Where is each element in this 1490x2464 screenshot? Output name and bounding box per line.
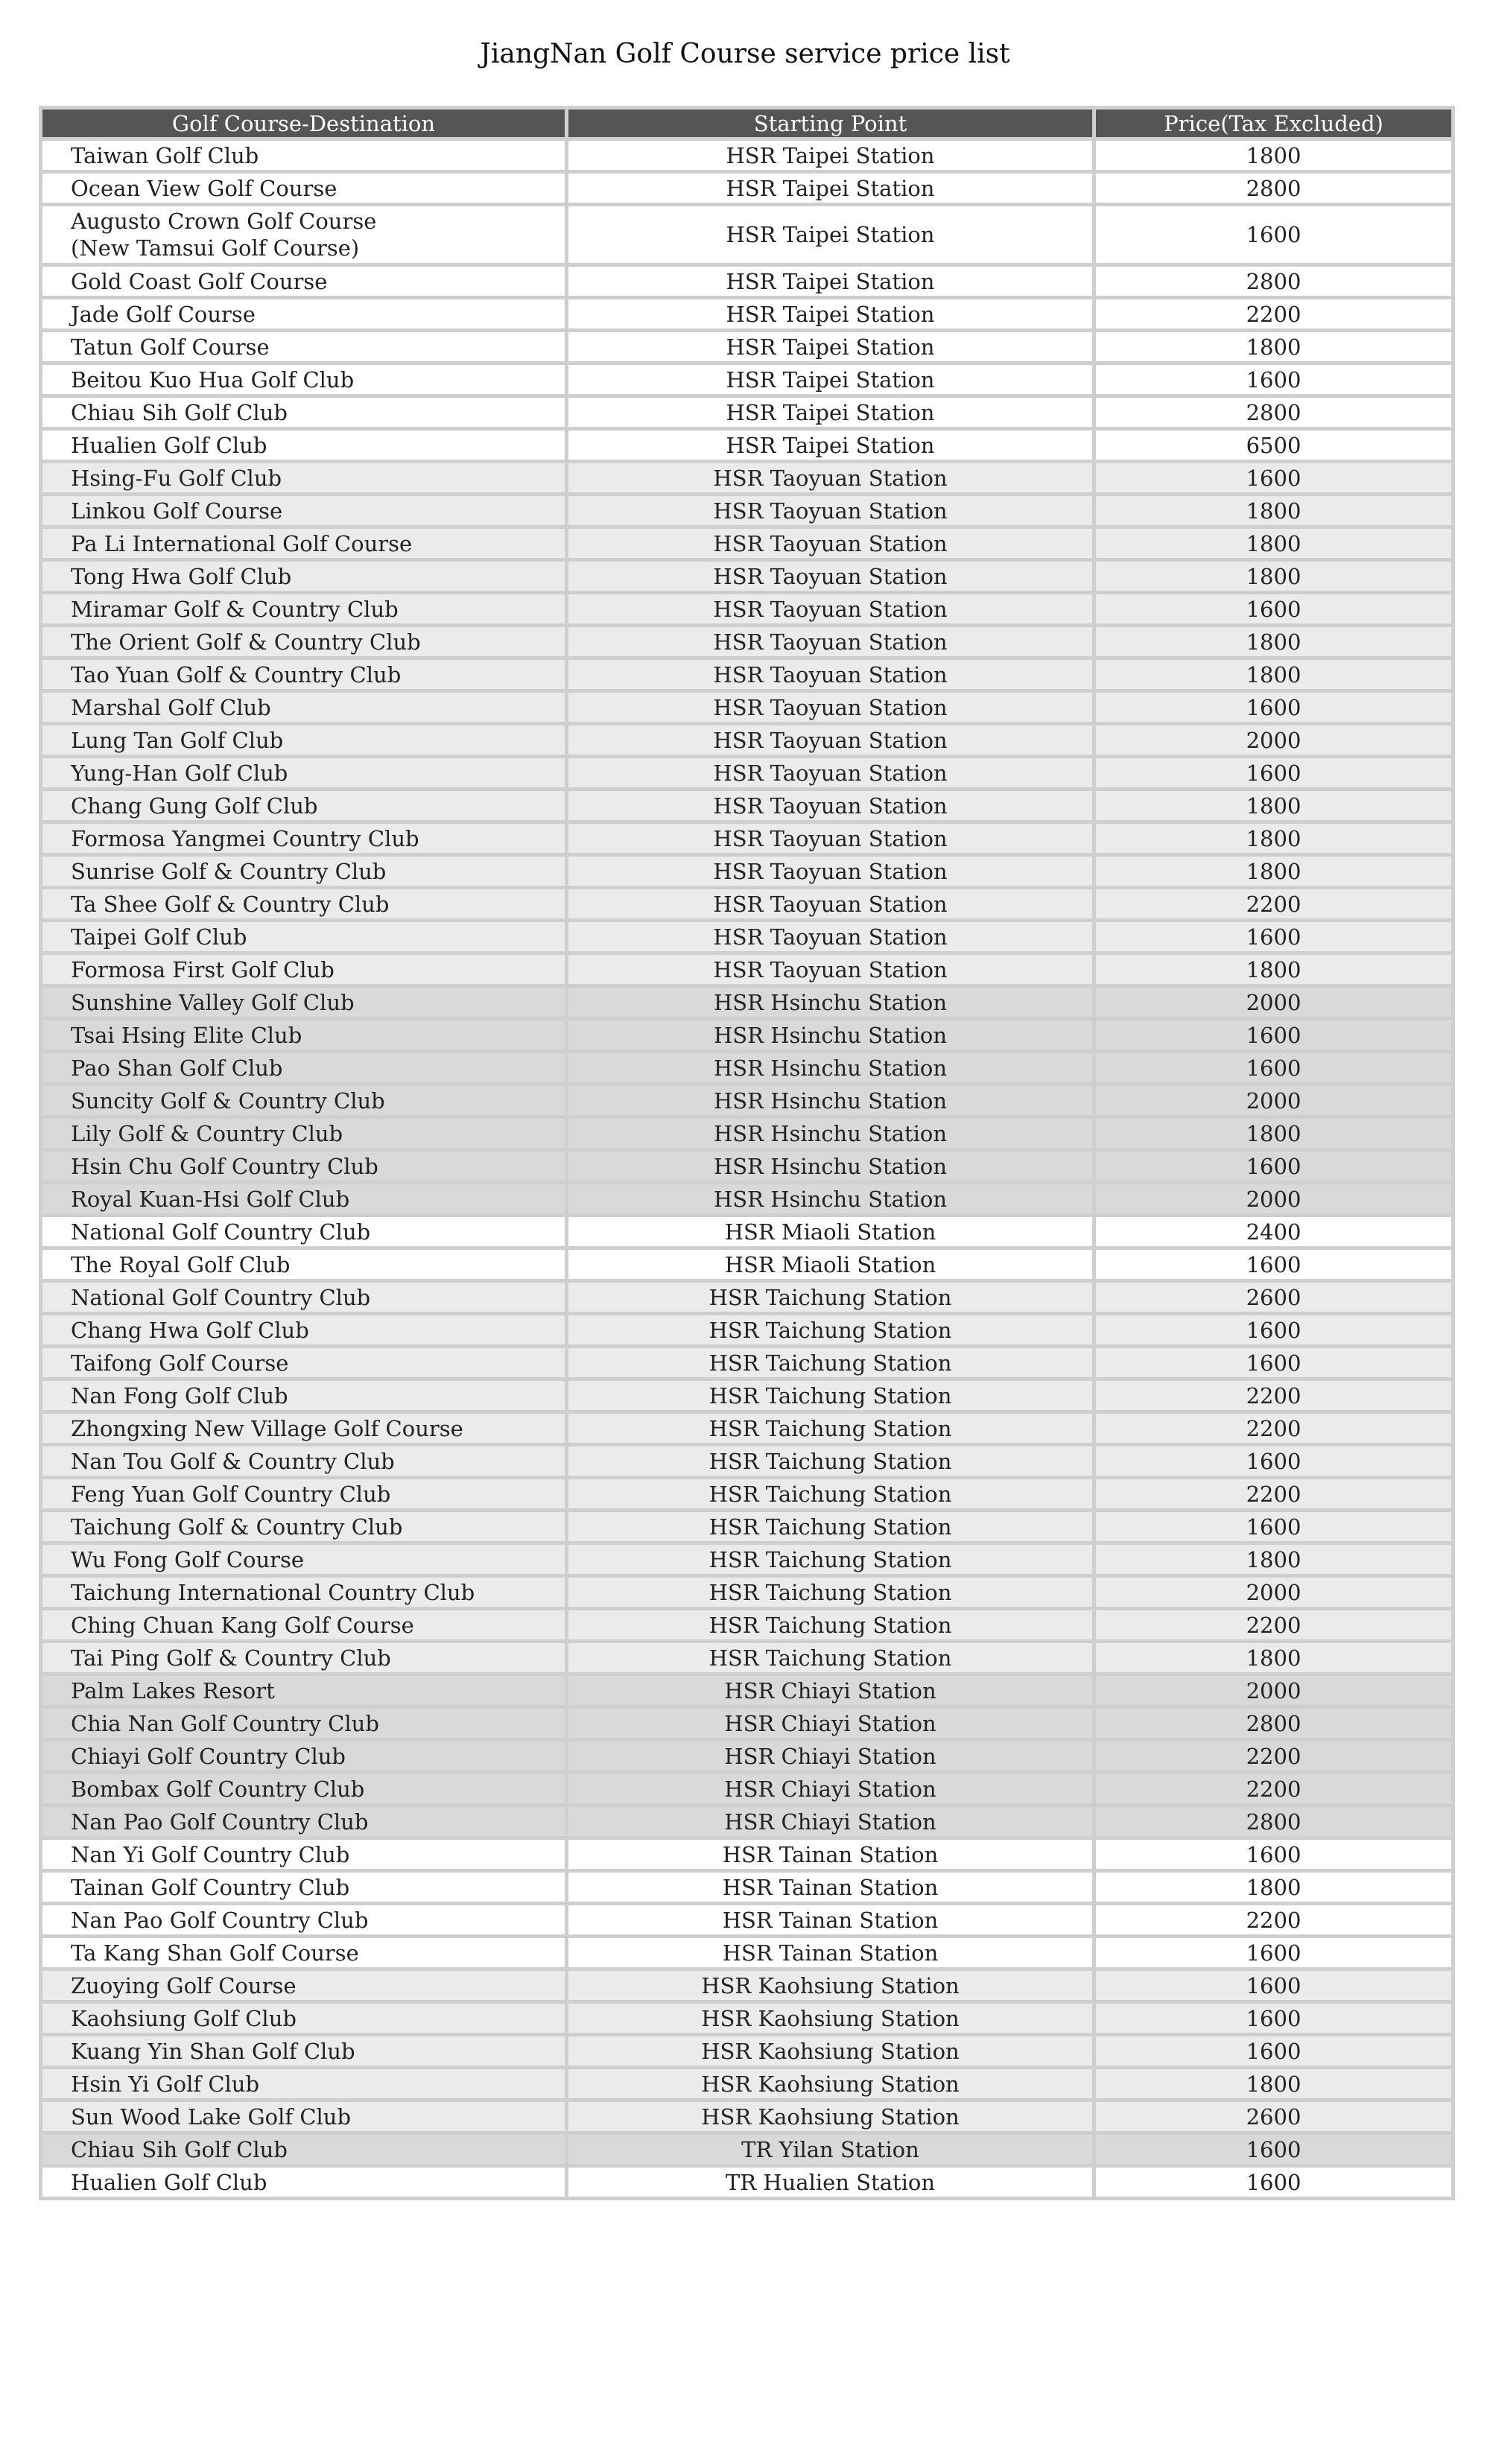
table-row xyxy=(41,1347,1453,1379)
table-row xyxy=(41,396,1453,429)
price-cell: 1600 xyxy=(1094,2002,1453,2035)
price-cell: 1800 xyxy=(1094,1117,1453,1150)
starting-point-cell: HSR Chiayi Station xyxy=(567,1806,1094,1838)
table-row xyxy=(41,921,1453,953)
starting-point-cell: HSR Taichung Station xyxy=(567,1543,1094,1576)
starting-point-cell: HSR Taichung Station xyxy=(567,1511,1094,1543)
table-row xyxy=(41,172,1453,205)
price-cell: 6500 xyxy=(1094,429,1453,462)
table-row xyxy=(41,1445,1453,1478)
header-starting-point: Starting Point xyxy=(567,108,1094,139)
table-row xyxy=(41,2068,1453,2101)
starting-point-cell: HSR Taoyuan Station xyxy=(567,790,1094,822)
price-cell: 2200 xyxy=(1094,1740,1453,1773)
price-cell: 1600 xyxy=(1094,593,1453,626)
header-price: Price(Tax Excluded) xyxy=(1094,108,1453,139)
destination-cell: Taichung International Country Club xyxy=(41,1576,567,1609)
table-row xyxy=(41,331,1453,363)
destination-cell: Tatun Golf Course xyxy=(41,331,567,363)
starting-point-cell: HSR Kaohsiung Station xyxy=(567,2068,1094,2101)
destination-cell: Sun Wood Lake Golf Club xyxy=(41,2101,567,2133)
starting-point-cell: HSR Taoyuan Station xyxy=(567,560,1094,593)
table-row xyxy=(41,1838,1453,1871)
table-row xyxy=(41,139,1453,172)
destination-cell: Marshal Golf Club xyxy=(41,691,567,724)
destination-cell: Taichung Golf & Country Club xyxy=(41,1511,567,1543)
starting-point-cell: HSR Taichung Station xyxy=(567,1379,1094,1412)
starting-point-cell: HSR Taichung Station xyxy=(567,1609,1094,1642)
destination-cell: Formosa First Golf Club xyxy=(41,953,567,986)
price-cell: 1600 xyxy=(1094,1019,1453,1052)
starting-point-cell: HSR Taoyuan Station xyxy=(567,593,1094,626)
price-cell: 2000 xyxy=(1094,986,1453,1019)
destination-cell: Tong Hwa Golf Club xyxy=(41,560,567,593)
starting-point-cell: HSR Taoyuan Station xyxy=(567,888,1094,921)
destination-cell: Chang Hwa Golf Club xyxy=(41,1314,567,1347)
price-cell: 2200 xyxy=(1094,1904,1453,1937)
table-row xyxy=(41,1871,1453,1904)
table-row xyxy=(41,1740,1453,1773)
starting-point-cell: HSR Taoyuan Station xyxy=(567,757,1094,790)
starting-point-cell: HSR Miaoli Station xyxy=(567,1248,1094,1281)
table-row xyxy=(41,658,1453,691)
destination-cell: Chang Gung Golf Club xyxy=(41,790,567,822)
price-cell: 1600 xyxy=(1094,921,1453,953)
destination-cell: Tao Yuan Golf & Country Club xyxy=(41,658,567,691)
starting-point-cell: HSR Taichung Station xyxy=(567,1281,1094,1314)
table-row xyxy=(41,2035,1453,2068)
table-row xyxy=(41,1379,1453,1412)
price-cell: 1800 xyxy=(1094,527,1453,560)
table-row xyxy=(41,953,1453,986)
destination-cell: Yung-Han Golf Club xyxy=(41,757,567,790)
starting-point-cell: HSR Chiayi Station xyxy=(567,1707,1094,1740)
table-header xyxy=(41,108,1453,139)
starting-point-cell: HSR Tainan Station xyxy=(567,1871,1094,1904)
destination-cell: National Golf Country Club xyxy=(41,1216,567,1248)
destination-cell: Chia Nan Golf Country Club xyxy=(41,1707,567,1740)
price-cell: 1600 xyxy=(1094,462,1453,495)
table-row xyxy=(41,1707,1453,1740)
table-row xyxy=(41,560,1453,593)
starting-point-cell: HSR Hsinchu Station xyxy=(567,1150,1094,1183)
destination-cell: Taifong Golf Course xyxy=(41,1347,567,1379)
price-cell: 2400 xyxy=(1094,1216,1453,1248)
starting-point-cell: HSR Tainan Station xyxy=(567,1838,1094,1871)
header-row xyxy=(41,108,1453,139)
price-cell: 2200 xyxy=(1094,1379,1453,1412)
starting-point-cell: HSR Taoyuan Station xyxy=(567,855,1094,888)
price-cell: 1800 xyxy=(1094,1642,1453,1674)
table-row xyxy=(41,205,1453,265)
destination-cell: Taipei Golf Club xyxy=(41,921,567,953)
destination-cell: Nan Pao Golf Country Club xyxy=(41,1904,567,1937)
starting-point-cell: HSR Taoyuan Station xyxy=(567,626,1094,658)
price-cell: 2000 xyxy=(1094,1674,1453,1707)
starting-point-cell: HSR Taichung Station xyxy=(567,1347,1094,1379)
starting-point-cell: HSR Hsinchu Station xyxy=(567,986,1094,1019)
starting-point-cell: HSR Kaohsiung Station xyxy=(567,2002,1094,2035)
page-title: JiangNan Golf Course service price list xyxy=(480,39,1010,69)
starting-point-cell: HSR Taipei Station xyxy=(567,429,1094,462)
price-cell: 1800 xyxy=(1094,495,1453,527)
destination-cell: Hsing-Fu Golf Club xyxy=(41,462,567,495)
starting-point-cell: TR Yilan Station xyxy=(567,2133,1094,2166)
table-row xyxy=(41,2002,1453,2035)
table-row xyxy=(41,1969,1453,2002)
table-row xyxy=(41,298,1453,331)
price-cell: 1800 xyxy=(1094,331,1453,363)
destination-cell: The Royal Golf Club xyxy=(41,1248,567,1281)
table-row xyxy=(41,593,1453,626)
table-row xyxy=(41,724,1453,757)
destination-cell: National Golf Country Club xyxy=(41,1281,567,1314)
destination-cell: Augusto Crown Golf Course (New Tamsui Golf Course) xyxy=(41,205,567,265)
price-cell: 1800 xyxy=(1094,560,1453,593)
table-body xyxy=(41,139,1453,2199)
starting-point-cell: HSR Chiayi Station xyxy=(567,1740,1094,1773)
price-cell: 1600 xyxy=(1094,1248,1453,1281)
price-cell: 1800 xyxy=(1094,1543,1453,1576)
price-cell: 2800 xyxy=(1094,172,1453,205)
price-cell: 1600 xyxy=(1094,2133,1453,2166)
table-row xyxy=(41,2101,1453,2133)
destination-cell: Chiau Sih Golf Club xyxy=(41,396,567,429)
destination-cell: Beitou Kuo Hua Golf Club xyxy=(41,363,567,396)
table-row xyxy=(41,1806,1453,1838)
price-cell: 2800 xyxy=(1094,396,1453,429)
table-row xyxy=(41,1412,1453,1445)
table-row xyxy=(41,1314,1453,1347)
destination-cell: Nan Tou Golf & Country Club xyxy=(41,1445,567,1478)
table-row xyxy=(41,986,1453,1019)
table-row xyxy=(41,1085,1453,1117)
price-cell: 1600 xyxy=(1094,1838,1453,1871)
price-cell: 2200 xyxy=(1094,1478,1453,1511)
table-row xyxy=(41,265,1453,298)
price-cell: 2800 xyxy=(1094,1707,1453,1740)
price-cell: 1600 xyxy=(1094,2166,1453,2199)
starting-point-cell: HSR Hsinchu Station xyxy=(567,1183,1094,1216)
table-row xyxy=(41,1150,1453,1183)
price-cell: 1600 xyxy=(1094,1969,1453,2002)
starting-point-cell: HSR Chiayi Station xyxy=(567,1773,1094,1806)
price-cell: 1800 xyxy=(1094,855,1453,888)
destination-cell: Chiau Sih Golf Club xyxy=(41,2133,567,2166)
price-cell: 2200 xyxy=(1094,1609,1453,1642)
starting-point-cell: HSR Taoyuan Station xyxy=(567,495,1094,527)
destination-cell: Chiayi Golf Country Club xyxy=(41,1740,567,1773)
destination-cell: Palm Lakes Resort xyxy=(41,1674,567,1707)
destination-cell: Bombax Golf Country Club xyxy=(41,1773,567,1806)
destination-cell: Lily Golf & Country Club xyxy=(41,1117,567,1150)
starting-point-cell: HSR Taipei Station xyxy=(567,331,1094,363)
table-row xyxy=(41,888,1453,921)
destination-cell: Formosa Yangmei Country Club xyxy=(41,822,567,855)
starting-point-cell: HSR Taichung Station xyxy=(567,1478,1094,1511)
destination-cell: Tai Ping Golf & Country Club xyxy=(41,1642,567,1674)
destination-cell: Zuoying Golf Course xyxy=(41,1969,567,2002)
destination-cell: Hualien Golf Club xyxy=(41,2166,567,2199)
destination-cell: Kuang Yin Shan Golf Club xyxy=(41,2035,567,2068)
starting-point-cell: TR Hualien Station xyxy=(567,2166,1094,2199)
starting-point-cell: HSR Hsinchu Station xyxy=(567,1019,1094,1052)
starting-point-cell: HSR Taipei Station xyxy=(567,205,1094,265)
table-row xyxy=(41,790,1453,822)
starting-point-cell: HSR Kaohsiung Station xyxy=(567,2101,1094,2133)
destination-cell: Ta Shee Golf & Country Club xyxy=(41,888,567,921)
price-cell: 2600 xyxy=(1094,2101,1453,2133)
destination-cell: The Orient Golf & Country Club xyxy=(41,626,567,658)
price-cell: 1600 xyxy=(1094,1511,1453,1543)
table-row xyxy=(41,1674,1453,1707)
starting-point-cell: HSR Taoyuan Station xyxy=(567,462,1094,495)
price-cell: 1800 xyxy=(1094,953,1453,986)
destination-cell: Sunshine Valley Golf Club xyxy=(41,986,567,1019)
starting-point-cell: HSR Taoyuan Station xyxy=(567,724,1094,757)
starting-point-cell: HSR Miaoli Station xyxy=(567,1216,1094,1248)
destination-cell: Ching Chuan Kang Golf Course xyxy=(41,1609,567,1642)
price-cell: 2200 xyxy=(1094,1773,1453,1806)
starting-point-cell: HSR Taichung Station xyxy=(567,1445,1094,1478)
starting-point-cell: HSR Taipei Station xyxy=(567,396,1094,429)
starting-point-cell: HSR Taichung Station xyxy=(567,1576,1094,1609)
table-row xyxy=(41,1478,1453,1511)
starting-point-cell: HSR Hsinchu Station xyxy=(567,1085,1094,1117)
price-cell: 2000 xyxy=(1094,724,1453,757)
destination-cell: Lung Tan Golf Club xyxy=(41,724,567,757)
table-row xyxy=(41,462,1453,495)
destination-cell: Pao Shan Golf Club xyxy=(41,1052,567,1085)
starting-point-cell: HSR Taipei Station xyxy=(567,265,1094,298)
price-table xyxy=(39,106,1455,2200)
price-cell: 2000 xyxy=(1094,1576,1453,1609)
table-row xyxy=(41,527,1453,560)
price-cell: 1600 xyxy=(1094,1445,1453,1478)
destination-cell: Jade Golf Course xyxy=(41,298,567,331)
table-row xyxy=(41,363,1453,396)
destination-cell: Suncity Golf & Country Club xyxy=(41,1085,567,1117)
table-row xyxy=(41,495,1453,527)
table-row xyxy=(41,1281,1453,1314)
price-cell: 1600 xyxy=(1094,2035,1453,2068)
price-cell: 1800 xyxy=(1094,822,1453,855)
price-cell: 1800 xyxy=(1094,626,1453,658)
destination-cell: Ta Kang Shan Golf Course xyxy=(41,1937,567,1969)
price-cell: 2800 xyxy=(1094,1806,1453,1838)
price-cell: 2600 xyxy=(1094,1281,1453,1314)
destination-cell: Zhongxing New Village Golf Course xyxy=(41,1412,567,1445)
destination-cell: Nan Pao Golf Country Club xyxy=(41,1806,567,1838)
starting-point-cell: HSR Kaohsiung Station xyxy=(567,2035,1094,2068)
price-cell: 1600 xyxy=(1094,1937,1453,1969)
destination-cell: Linkou Golf Course xyxy=(41,495,567,527)
price-cell: 1600 xyxy=(1094,1150,1453,1183)
table-row xyxy=(41,1019,1453,1052)
price-cell: 2200 xyxy=(1094,888,1453,921)
starting-point-cell: HSR Hsinchu Station xyxy=(567,1117,1094,1150)
starting-point-cell: HSR Taoyuan Station xyxy=(567,658,1094,691)
table-row xyxy=(41,1773,1453,1806)
destination-cell: Hsin Yi Golf Club xyxy=(41,2068,567,2101)
price-cell: 2000 xyxy=(1094,1085,1453,1117)
price-cell: 1600 xyxy=(1094,1347,1453,1379)
starting-point-cell: HSR Taipei Station xyxy=(567,298,1094,331)
destination-cell: Taiwan Golf Club xyxy=(41,139,567,172)
starting-point-cell: HSR Taichung Station xyxy=(567,1314,1094,1347)
starting-point-cell: HSR Taoyuan Station xyxy=(567,822,1094,855)
starting-point-cell: HSR Tainan Station xyxy=(567,1937,1094,1969)
price-cell: 1600 xyxy=(1094,691,1453,724)
destination-cell: Nan Fong Golf Club xyxy=(41,1379,567,1412)
destination-cell: Tsai Hsing Elite Club xyxy=(41,1019,567,1052)
table-row xyxy=(41,855,1453,888)
table-row xyxy=(41,626,1453,658)
starting-point-cell: HSR Chiayi Station xyxy=(567,1674,1094,1707)
table-row xyxy=(41,1576,1453,1609)
table-row xyxy=(41,1904,1453,1937)
destination-cell: Nan Yi Golf Country Club xyxy=(41,1838,567,1871)
destination-cell: Hsin Chu Golf Country Club xyxy=(41,1150,567,1183)
table-row xyxy=(41,2133,1453,2166)
price-cell: 2200 xyxy=(1094,1412,1453,1445)
starting-point-cell: HSR Tainan Station xyxy=(567,1904,1094,1937)
price-cell: 1600 xyxy=(1094,1314,1453,1347)
table-row xyxy=(41,2166,1453,2199)
starting-point-cell: HSR Taichung Station xyxy=(567,1412,1094,1445)
price-cell: 1800 xyxy=(1094,2068,1453,2101)
price-cell: 1600 xyxy=(1094,363,1453,396)
table-row xyxy=(41,1543,1453,1576)
table-row xyxy=(41,429,1453,462)
destination-cell: Hualien Golf Club xyxy=(41,429,567,462)
table-row xyxy=(41,1052,1453,1085)
price-cell: 1600 xyxy=(1094,1052,1453,1085)
starting-point-cell: HSR Taichung Station xyxy=(567,1642,1094,1674)
price-cell: 2000 xyxy=(1094,1183,1453,1216)
destination-cell: Ocean View Golf Course xyxy=(41,172,567,205)
destination-cell: Pa Li International Golf Course xyxy=(41,527,567,560)
table-row xyxy=(41,1642,1453,1674)
starting-point-cell: HSR Taoyuan Station xyxy=(567,953,1094,986)
starting-point-cell: HSR Taoyuan Station xyxy=(567,921,1094,953)
table-row xyxy=(41,1609,1453,1642)
header-destination: Golf Course-Destination xyxy=(41,108,567,139)
destination-cell: Gold Coast Golf Course xyxy=(41,265,567,298)
starting-point-cell: HSR Hsinchu Station xyxy=(567,1052,1094,1085)
starting-point-cell: HSR Taipei Station xyxy=(567,139,1094,172)
price-cell: 1800 xyxy=(1094,658,1453,691)
table-row xyxy=(41,1937,1453,1969)
starting-point-cell: HSR Taoyuan Station xyxy=(567,691,1094,724)
price-cell: 2800 xyxy=(1094,265,1453,298)
table-row xyxy=(41,1248,1453,1281)
starting-point-cell: HSR Taipei Station xyxy=(567,363,1094,396)
table-row xyxy=(41,1511,1453,1543)
starting-point-cell: HSR Kaohsiung Station xyxy=(567,1969,1094,2002)
price-cell: 2200 xyxy=(1094,298,1453,331)
price-cell: 1800 xyxy=(1094,790,1453,822)
destination-cell: Feng Yuan Golf Country Club xyxy=(41,1478,567,1511)
destination-cell: Royal Kuan-Hsi Golf Club xyxy=(41,1183,567,1216)
table-row xyxy=(41,822,1453,855)
price-cell: 1600 xyxy=(1094,757,1453,790)
table-row xyxy=(41,1117,1453,1150)
starting-point-cell: HSR Taoyuan Station xyxy=(567,527,1094,560)
starting-point-cell: HSR Taipei Station xyxy=(567,172,1094,205)
table-row xyxy=(41,691,1453,724)
destination-cell: Wu Fong Golf Course xyxy=(41,1543,567,1576)
destination-cell: Tainan Golf Country Club xyxy=(41,1871,567,1904)
destination-cell: Sunrise Golf & Country Club xyxy=(41,855,567,888)
table-row xyxy=(41,1216,1453,1248)
price-cell: 1600 xyxy=(1094,205,1453,265)
price-cell: 1800 xyxy=(1094,1871,1453,1904)
price-cell: 1800 xyxy=(1094,139,1453,172)
destination-cell: Miramar Golf & Country Club xyxy=(41,593,567,626)
table-row xyxy=(41,1183,1453,1216)
table-row xyxy=(41,757,1453,790)
destination-cell: Kaohsiung Golf Club xyxy=(41,2002,567,2035)
